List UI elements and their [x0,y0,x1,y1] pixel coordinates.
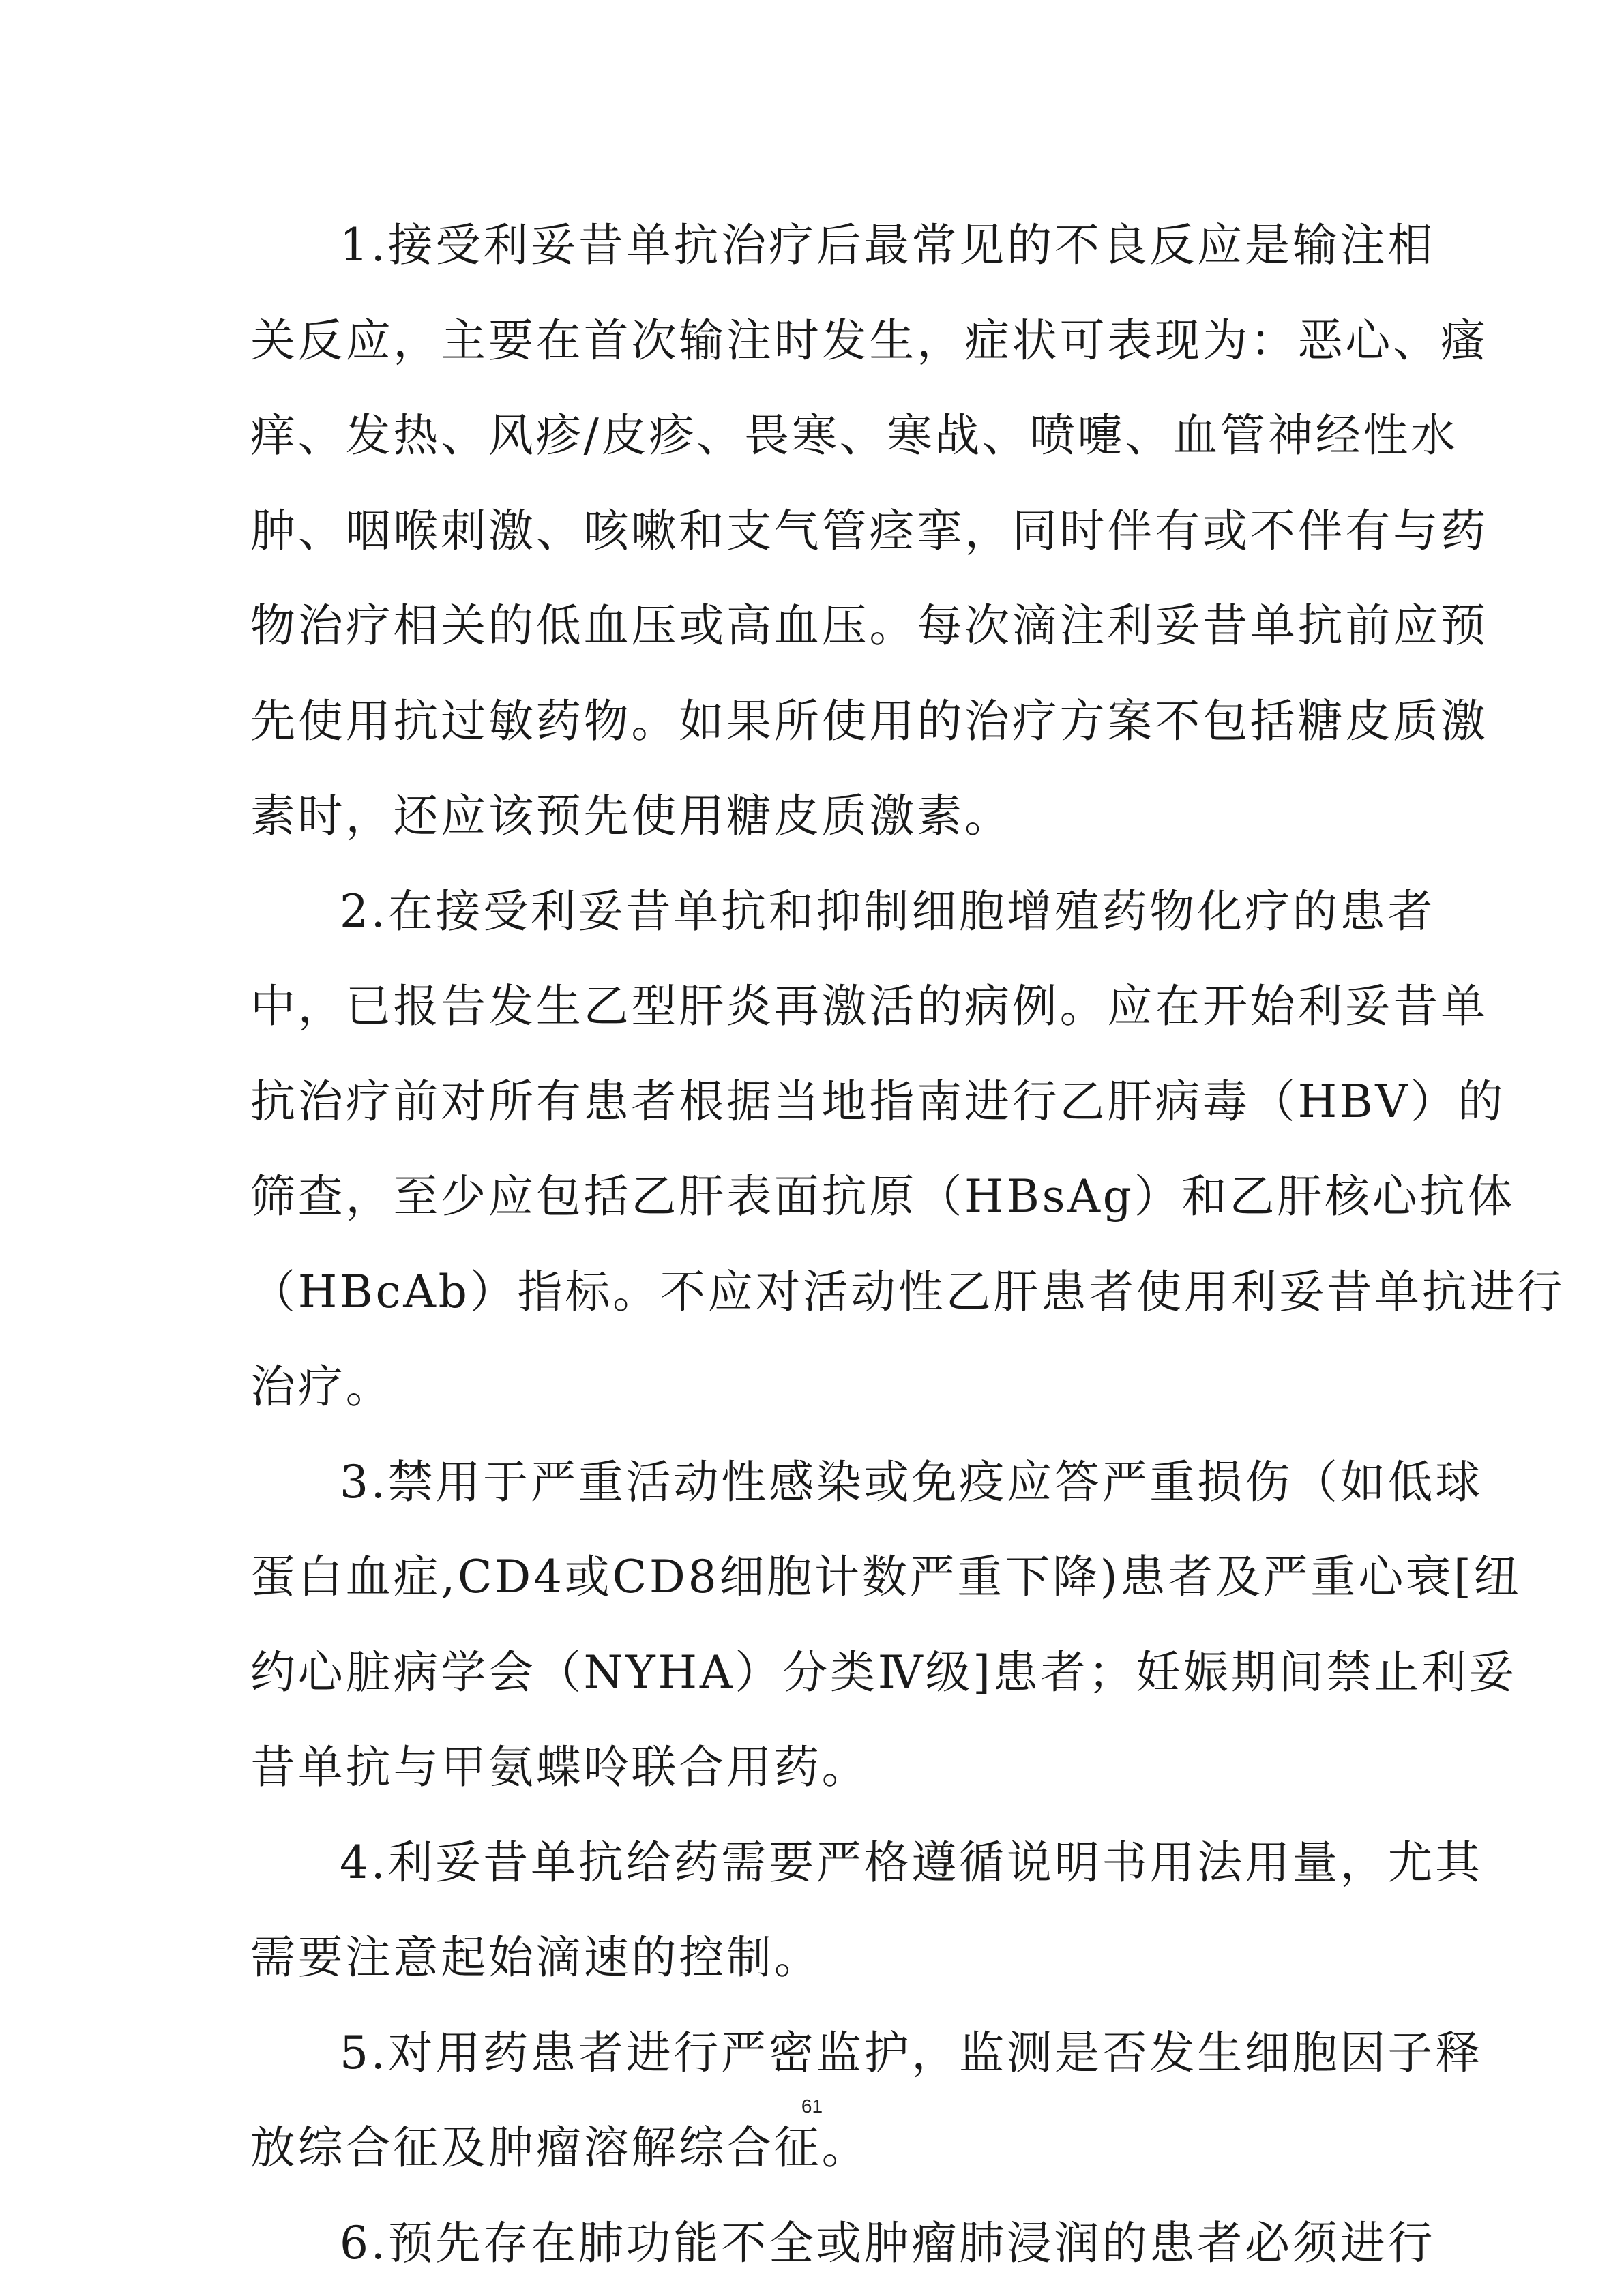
paragraph-6 [250,2196,1436,2291]
paragraph-line: 4.利妥昔单抗给药需要严格遵循说明书用法用量，尤其 [340,1836,1483,1889]
paragraph-line: 治疗。 [250,1360,394,1413]
paragraph-line: 素时，还应该预先使用糖皮质激素。 [250,790,1012,842]
document-body [250,198,1565,2291]
paragraph-line: 关反应，主要在首次输注时发生，症状可表现为：恶心、瘙 [250,314,1488,367]
paragraph-line: 3.禁用于严重活动性感染或免疫应答严重损伤（如低球 [340,1455,1483,1508]
paragraph-4 [250,1815,1483,2006]
paragraph-line: （HBcAb）指标。不应对活动性乙肝患者使用利妥昔单抗进行 [250,1265,1565,1318]
paragraph-line: 6.预先存在肺功能不全或肿瘤肺浸润的患者必须进行 [340,2216,1436,2269]
paragraph-line: 需要注意起始滴速的控制。 [250,1931,822,1984]
paragraph-line: 肿、咽喉刺激、咳嗽和支气管痉挛，同时伴有或不伴有与药 [250,504,1488,557]
paragraph-line: 抗治疗前对所有患者根据当地指南进行乙肝病毒（HBV）的 [250,1075,1506,1128]
page-number: 61 [801,2096,823,2117]
paragraph-line: 昔单抗与甲氨蝶呤联合用药。 [250,1741,870,1793]
paragraph-line: 2.在接受利妥昔单抗和抑制细胞增殖药物化疗的患者 [340,884,1436,938]
paragraph-line: 物治疗相关的低血压或高血压。每次滴注利妥昔单抗前应预 [250,599,1488,652]
paragraph-1 [250,198,1488,864]
paragraph-3 [250,1435,1522,1815]
paragraph-line: 放综合征及肿瘤溶解综合征。 [250,2121,870,2174]
paragraph-line: 先使用抗过敏药物。如果所使用的治疗方案不包括糖皮质激 [250,694,1488,747]
paragraph-line: 5.对用药患者进行严密监护，监测是否发生细胞因子释 [340,2026,1483,2079]
paragraph-line: 约心脏病学会（NYHA）分类Ⅳ级]患者；妊娠期间禁止利妥 [250,1645,1517,1699]
paragraph-line: 痒、发热、风疹/皮疹、畏寒、寒战、喷嚏、血管神经性水 [250,409,1459,462]
paragraph-line: 1.接受利妥昔单抗治疗后最常见的不良反应是输注相 [340,219,1436,271]
paragraph-2 [250,864,1565,1435]
paragraph-line: 蛋白血症,CD4或CD8细胞计数严重下降)患者及严重心衰[纽 [250,1551,1522,1603]
paragraph-line: 中，已报告发生乙型肝炎再激活的病例。应在开始利妥昔单 [250,980,1488,1032]
paragraph-line: 筛查，至少应包括乙肝表面抗原（HBsAg）和乙肝核心抗体 [250,1170,1516,1223]
